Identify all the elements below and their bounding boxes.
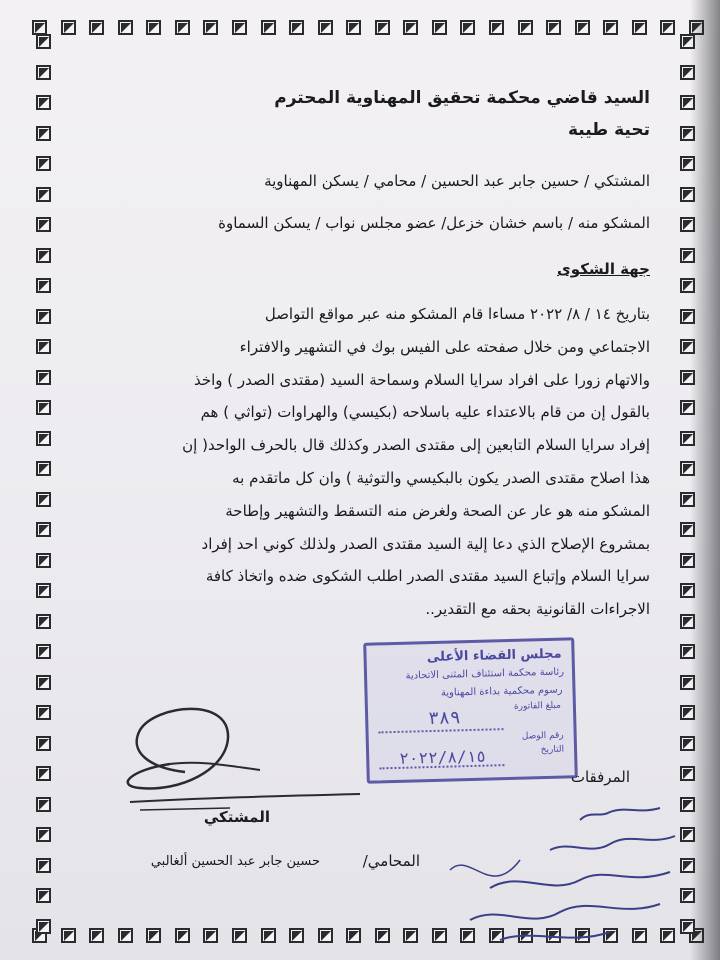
border-motif [89, 928, 104, 943]
border-motif [232, 20, 247, 35]
border-motif [680, 492, 695, 507]
border-motif [680, 553, 695, 568]
border-motif [680, 309, 695, 324]
border-motif [346, 928, 361, 943]
border-motif [660, 20, 675, 35]
border-motif [36, 766, 51, 781]
border-motif [36, 736, 51, 751]
border-motif [36, 614, 51, 629]
stamp-dotted-rule [379, 764, 504, 769]
border-motif [680, 431, 695, 446]
border-motif [36, 522, 51, 537]
border-motif [403, 20, 418, 35]
border-motif [36, 278, 51, 293]
complainant-line: المشتكي / حسين جابر عبد الحسين / محامي / يسكن المهناوية [264, 172, 650, 190]
body-line: هذا اصلاح مقتدى الصدر يكون بالبكيسي والتوثية ) وان كل ماتقدم به [232, 468, 650, 487]
border-motif [36, 827, 51, 842]
border-motif [289, 20, 304, 35]
border-motif [175, 928, 190, 943]
border-motif [36, 95, 51, 110]
border-motif [36, 309, 51, 324]
border-motif [118, 20, 133, 35]
border-motif [36, 675, 51, 690]
border-motif [203, 20, 218, 35]
border-motif [680, 126, 695, 141]
border-motif [680, 95, 695, 110]
stamp-date: ٢٠٢٢/٨/١٥ [398, 746, 487, 768]
stamp-date-label: التاريخ [540, 744, 565, 756]
border-motif [680, 65, 695, 80]
border-motif [680, 461, 695, 476]
border-motif [36, 431, 51, 446]
border-motif [680, 370, 695, 385]
border-motif [36, 797, 51, 812]
border-motif [680, 187, 695, 202]
border-motif [518, 20, 533, 35]
border-motif [36, 919, 51, 934]
border-motif [680, 705, 695, 720]
body-line: بمشروع الإصلاح الذي دعا إلية السيد مقتدى الصدر ولذلك كوني احد إفراد [201, 534, 650, 553]
border-motif [289, 928, 304, 943]
border-motif [261, 928, 276, 943]
border-motif [36, 553, 51, 568]
body-line: إفراد سرايا السلام التابعين إلى مقتدى الصدر وكذلك قال بالحرف الواحد( إن [182, 436, 650, 455]
border-motif [680, 339, 695, 354]
stamp-dotted-rule [379, 728, 504, 733]
stamp-court-name: رئاسة محكمة استئناف المثنى الاتحادية [405, 666, 565, 682]
border-motif [36, 248, 51, 263]
border-motif [36, 888, 51, 903]
border-motif [632, 20, 647, 35]
border-motif [680, 736, 695, 751]
border-motif [232, 928, 247, 943]
border-motif [575, 20, 590, 35]
border-motif [318, 20, 333, 35]
border-motif [36, 126, 51, 141]
border-motif [603, 20, 618, 35]
border-motif [36, 370, 51, 385]
stamp-receipt-number: ٣٨٩ [427, 707, 461, 730]
lawyer-label: المحامي/ [362, 852, 420, 870]
border-motif [146, 20, 161, 35]
border-motif [403, 928, 418, 943]
body-line: بالقول إن من قام بالاعتداء عليه باسلاحه (بكيسي) والهراوات (تواثي ) هم [200, 403, 650, 422]
lawyer-name: حسين جابر عبد الحسين ألغالبي [150, 854, 320, 869]
border-motif [680, 675, 695, 690]
border-motif [36, 858, 51, 873]
photo-shadow [690, 0, 720, 960]
border-motif [460, 20, 475, 35]
border-motif [32, 20, 47, 35]
body-line: بتاريخ ١٤ / ٨/ ٢٠٢٢ مساءا قام المشكو منه عبر مواقع التواصل [264, 305, 650, 323]
border-motif [36, 187, 51, 202]
border-motif [546, 20, 561, 35]
stamp-fee-title: رسوم محكمية بداءة المهناوية [440, 684, 563, 699]
border-motif [261, 20, 276, 35]
border-motif [36, 34, 51, 49]
border-motif [36, 461, 51, 476]
signature-label: المشتكي [203, 808, 270, 826]
decorative-border-top [32, 20, 704, 48]
border-motif [175, 20, 190, 35]
border-motif [689, 20, 704, 35]
complaint-body [70, 298, 650, 626]
border-motif [680, 34, 695, 49]
greeting-line: تحية طيبة [567, 120, 650, 140]
stamp-amount-label: مبلغ الفاتورة [513, 700, 562, 712]
border-motif [36, 644, 51, 659]
body-line: المشكو منه هو عار عن الصحة ولغرض منه التسقط والتشهير وإطاحة [225, 501, 650, 520]
border-motif [36, 583, 51, 598]
border-motif [36, 65, 51, 80]
border-motif [36, 492, 51, 507]
border-motif [680, 522, 695, 537]
border-motif [118, 928, 133, 943]
attachments-label: المرفقات [570, 768, 630, 786]
border-motif [89, 20, 104, 35]
border-motif [375, 20, 390, 35]
stamp-receipt-label: رقم الوصل [521, 730, 564, 742]
stamp-council-name: مجلس القضاء الأعلى [426, 646, 562, 666]
border-motif [680, 217, 695, 232]
border-motif [146, 928, 161, 943]
border-motif [680, 248, 695, 263]
addressee-line: السيد قاضي محكمة تحقيق المهناوية المحترم [274, 88, 650, 108]
border-motif [680, 583, 695, 598]
border-motif [680, 278, 695, 293]
border-motif [680, 614, 695, 629]
court-fee-stamp [363, 637, 578, 783]
complaint-heading: جهة الشكوى [557, 260, 650, 278]
border-motif [680, 644, 695, 659]
border-motif [203, 928, 218, 943]
border-motif [680, 156, 695, 171]
body-line: والاتهام زورا على افراد سرايا السلام وسماحة السيد (مقتدى الصدر ) واخذ [193, 370, 650, 389]
border-motif [36, 705, 51, 720]
border-motif [61, 20, 76, 35]
border-motif [680, 766, 695, 781]
border-motif [36, 156, 51, 171]
border-motif [318, 928, 333, 943]
body-line: الاجتماعي ومن خلال صفحته على الفيس بوك في التشهير والافتراء [239, 337, 650, 356]
border-motif [489, 20, 504, 35]
handwritten-annotation [430, 800, 690, 950]
border-motif [36, 400, 51, 415]
body-line: الاجراءات القانونية بحقه مع التقدير.. [425, 600, 650, 619]
border-motif [36, 339, 51, 354]
border-motif [61, 928, 76, 943]
border-motif [680, 400, 695, 415]
border-motif [375, 928, 390, 943]
border-motif [36, 217, 51, 232]
body-line: سرايا السلام وإتباع السيد مقتدى الصدر اطلب الشكوى ضده واتخاذ كافة [205, 567, 650, 586]
border-motif [432, 20, 447, 35]
respondent-line: المشكو منه / باسم خشان خزعل/ عضو مجلس نواب / يسكن السماوة [218, 214, 650, 232]
border-motif [346, 20, 361, 35]
